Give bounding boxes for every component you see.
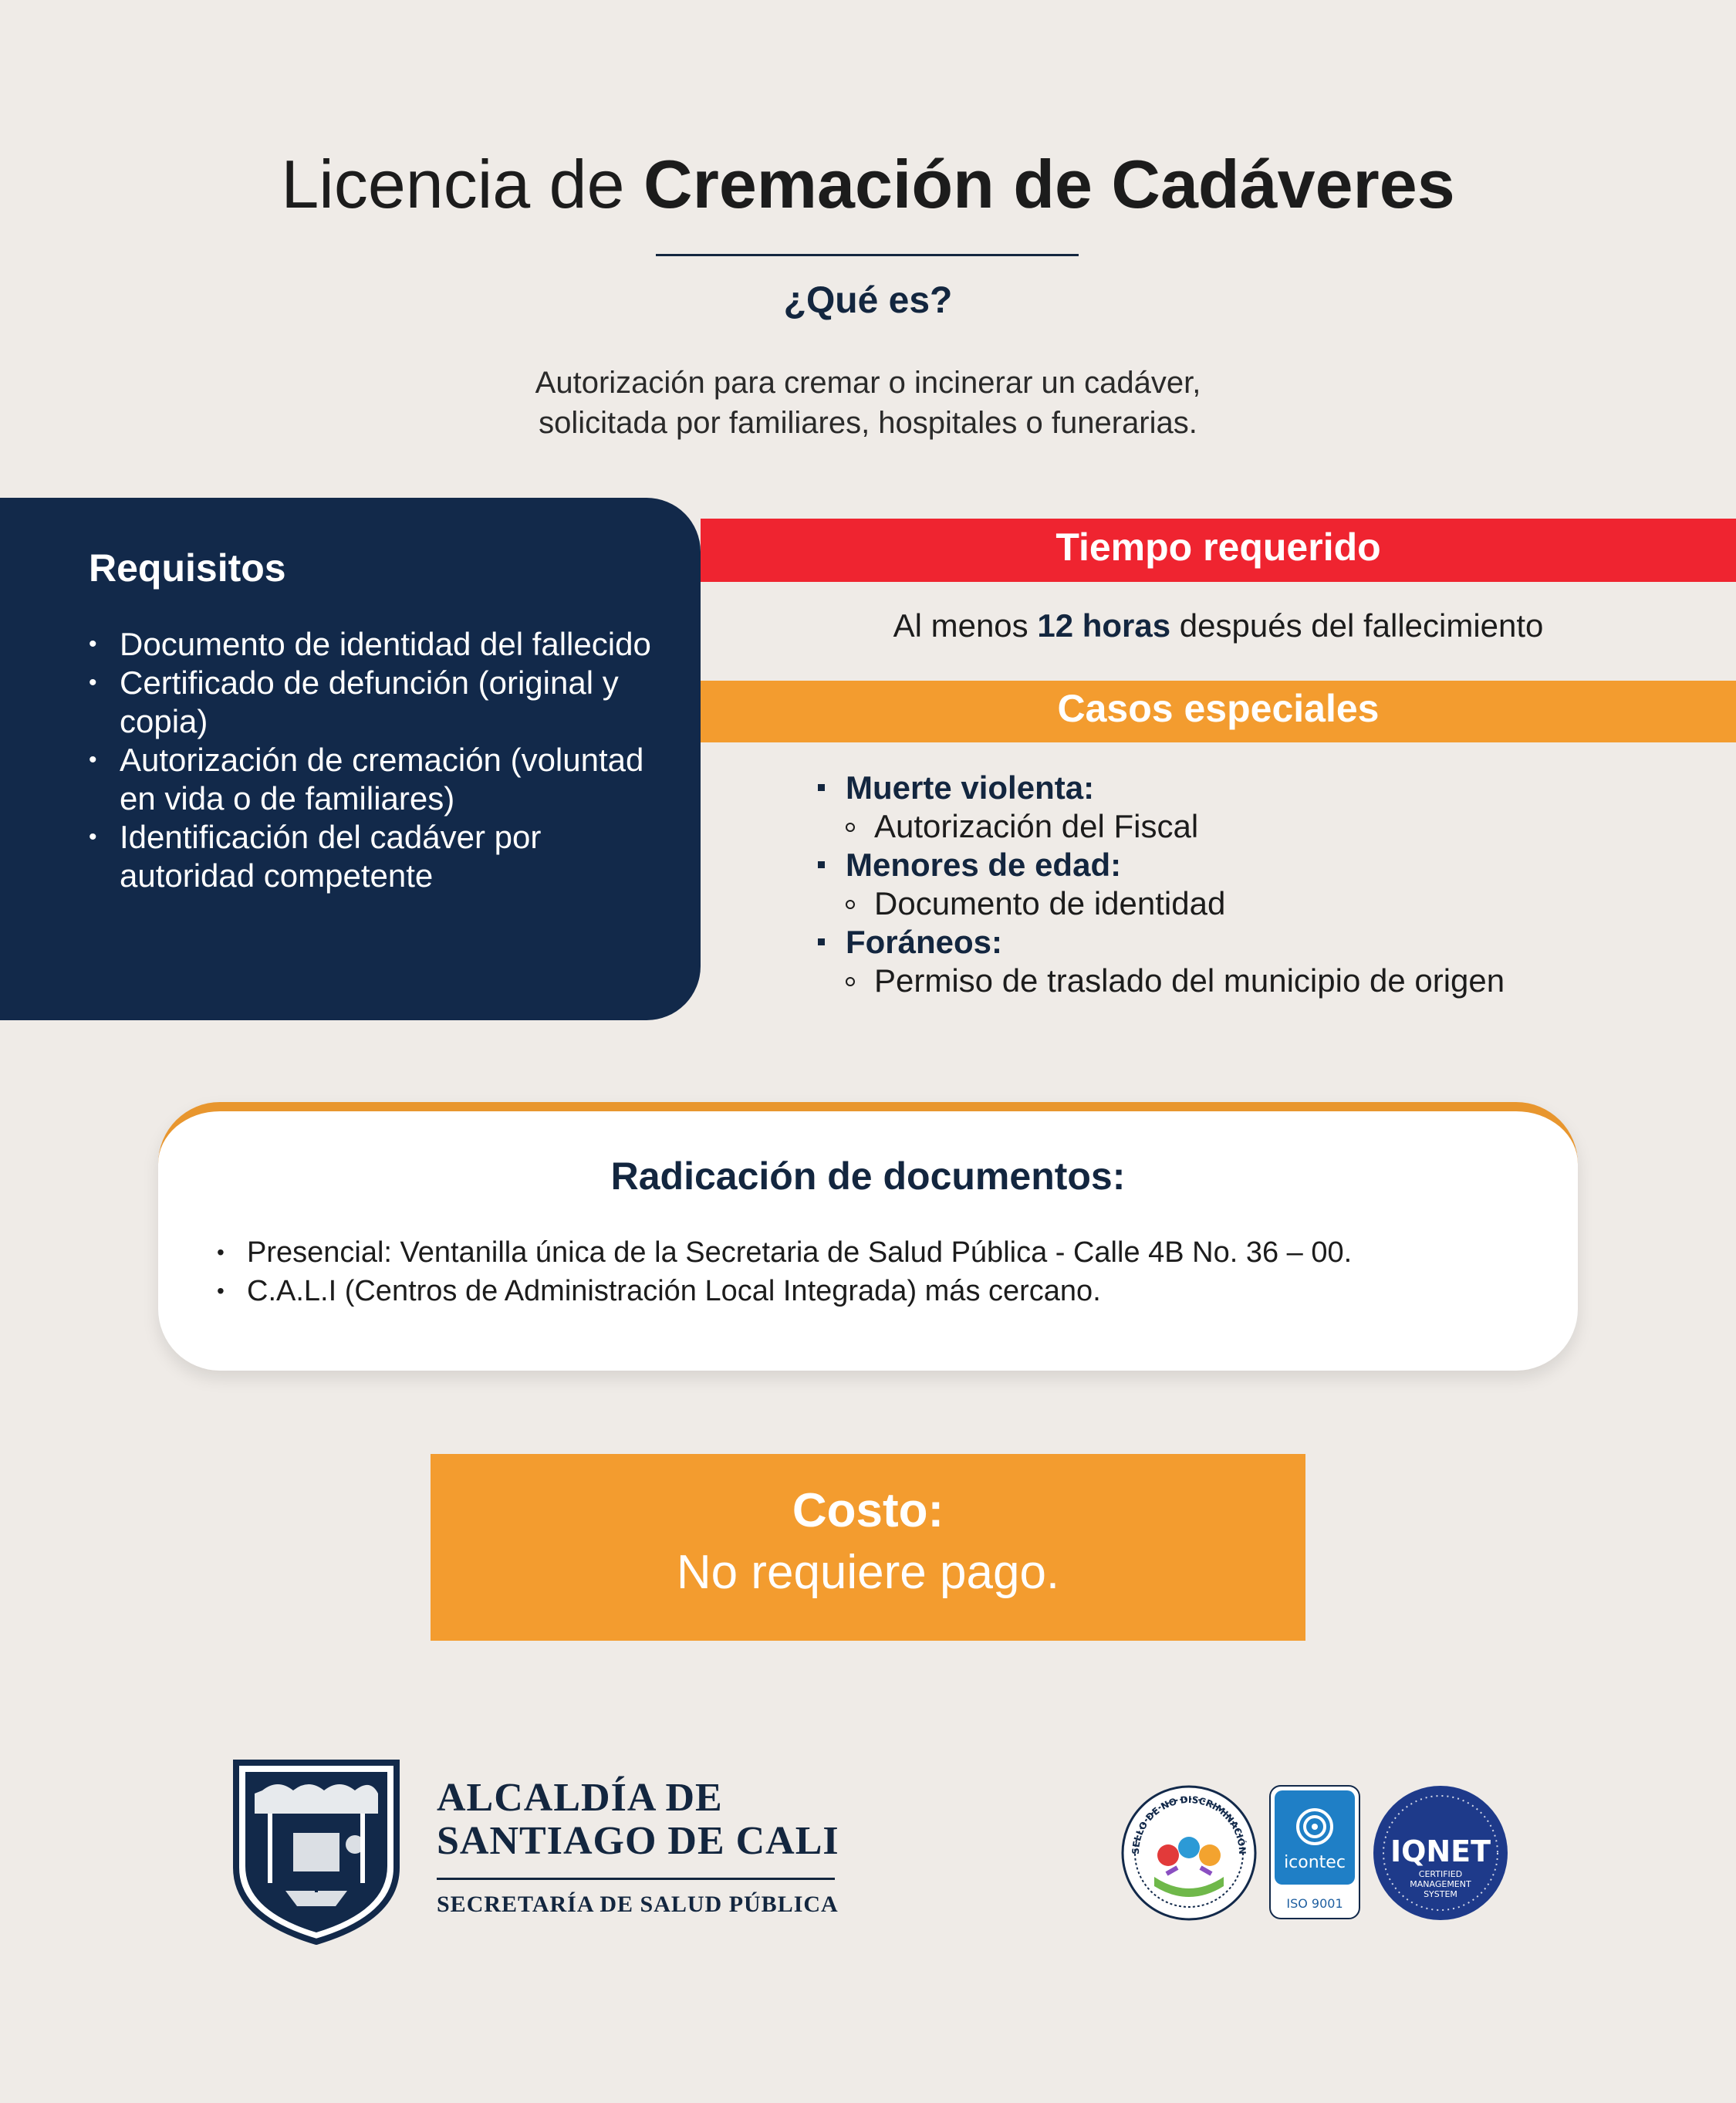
costo-box <box>431 1454 1305 1641</box>
svg-text:SELLO DE NO DISCRIMINACIÓN: SELLO DE NO DISCRIMINACIÓN <box>1130 1794 1248 1855</box>
casos-list <box>816 769 1704 1000</box>
requisitos-title: Requisitos <box>89 546 286 590</box>
costo-title: Costo: <box>792 1484 944 1537</box>
svg-text:MANAGEMENT: MANAGEMENT <box>1410 1879 1471 1889</box>
bullet-icon: • <box>89 670 97 695</box>
que-es-line-2: solicitada por familiares, hospitales o funerarias. <box>539 406 1197 440</box>
list-item: • Identificación del cadáver por autoridad competente <box>89 819 542 894</box>
caso-detail: Permiso de traslado del municipio de origen <box>816 962 1704 1000</box>
circle-bullet-icon <box>846 977 855 986</box>
no-discrimination-seal-icon <box>1120 1784 1258 1922</box>
bullet-icon: • <box>89 631 97 657</box>
svg-text:ISO 9001: ISO 9001 <box>1286 1896 1343 1911</box>
circle-bullet-icon <box>846 823 855 832</box>
tiempo-title: Tiempo requerido <box>1055 526 1381 569</box>
circle-bullet-icon <box>846 900 855 909</box>
caso-detail: Autorización del Fiscal <box>816 807 1704 846</box>
radicacion-list <box>212 1233 1555 1310</box>
cali-coat-of-arms-icon <box>231 1760 401 1945</box>
svg-text:SYSTEM: SYSTEM <box>1424 1889 1457 1899</box>
list-item: • Autorización de cremación (voluntad en vida o de familiares) <box>89 742 644 817</box>
svg-text:CERTIFIED: CERTIFIED <box>1418 1869 1463 1879</box>
svg-text:IQNET: IQNET <box>1390 1834 1491 1868</box>
list-item: • Documento de identidad del fallecido <box>89 626 651 662</box>
title-divider <box>656 254 1079 256</box>
tiempo-text: Al menos 12 horas después del fallecimiento <box>893 607 1544 644</box>
que-es-heading: ¿Qué es? <box>783 280 953 321</box>
bullet-icon: • <box>89 747 97 773</box>
square-bullet-icon <box>818 861 825 868</box>
iqnet-seal-icon <box>1372 1784 1509 1922</box>
caso-label: Muerte violenta: <box>816 769 1704 807</box>
caso-label: Foráneos: <box>816 923 1704 962</box>
list-item: • C.A.L.I (Centros de Administración Local Integrada) más cercano. <box>212 1272 1555 1310</box>
square-bullet-icon <box>818 938 825 945</box>
requisitos-panel <box>0 498 701 1020</box>
bullet-icon: • <box>89 824 97 850</box>
que-es-line-1: Autorización para cremar o incinerar un cadáver, <box>535 366 1201 400</box>
caso-label: Menores de edad: <box>816 846 1704 884</box>
secretaria-name: SECRETARÍA DE SALUD PÚBLICA <box>437 1892 839 1917</box>
square-bullet-icon <box>818 784 825 791</box>
list-item: • Presencial: Ventanilla única de la Secretaria de Salud Pública - Calle 4B No. 36 – 00. <box>212 1233 1555 1272</box>
caso-detail: Documento de identidad <box>816 884 1704 923</box>
casos-title: Casos especiales <box>1057 687 1380 730</box>
bullet-icon: • <box>217 1240 225 1264</box>
icontec-seal-icon <box>1268 1784 1361 1920</box>
radicacion-card <box>158 1102 1578 1371</box>
page-title <box>0 145 1736 224</box>
title-light: Licencia de <box>281 146 644 222</box>
costo-text: No requiere pago. <box>676 1546 1060 1599</box>
alcaldia-name: ALCALDÍA DE SANTIAGO DE CALI <box>437 1776 839 1863</box>
title-bold: Cremación de Cadáveres <box>643 146 1455 222</box>
radicacion-title: Radicación de documentos: <box>610 1155 1126 1198</box>
svg-text:icontec: icontec <box>1284 1853 1346 1872</box>
requisitos-list <box>89 625 675 895</box>
bullet-icon: • <box>217 1279 225 1303</box>
que-es-description <box>0 363 1736 443</box>
list-item: • Certificado de defunción (original y copia) <box>89 664 619 739</box>
alcaldia-divider <box>437 1878 835 1880</box>
